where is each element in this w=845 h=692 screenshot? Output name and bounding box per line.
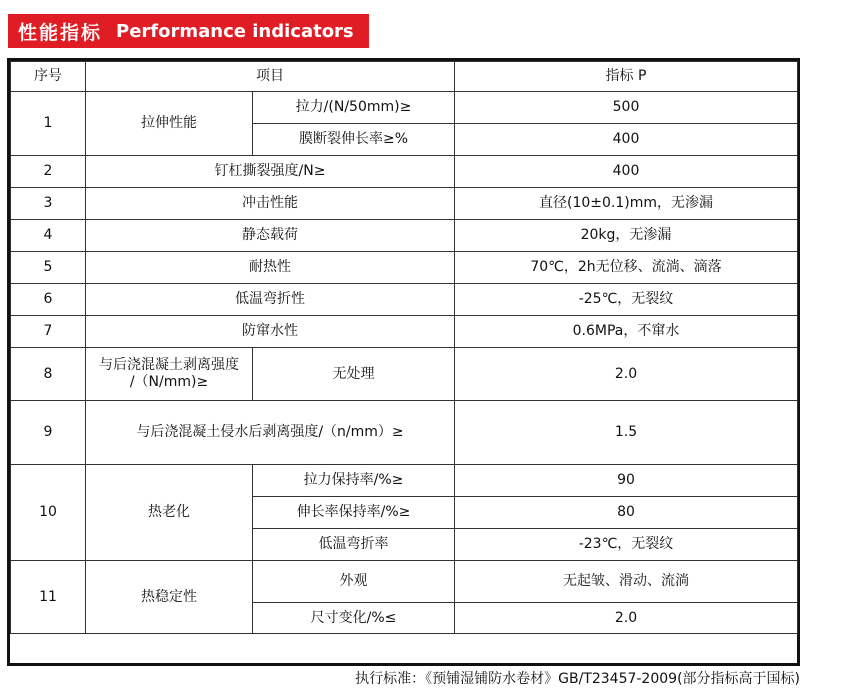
row-no: 6: [11, 284, 86, 316]
row-value: 70℃，2h无位移、流淌、滴落: [455, 252, 798, 284]
table-row: [11, 156, 798, 188]
table-header-row: [11, 62, 798, 92]
row-no: 7: [11, 316, 86, 348]
row-no: 3: [11, 188, 86, 220]
section-title-bar: [8, 14, 369, 48]
row-sub-item: 尺寸变化/%≤: [253, 603, 455, 634]
performance-table: [10, 61, 798, 634]
row-item: 静态载荷: [86, 220, 455, 252]
row-sub-item: 伸长率保持率/%≥: [253, 497, 455, 529]
row-value: 20kg，无渗漏: [455, 220, 798, 252]
row-item: 低温弯折性: [86, 284, 455, 316]
row-sub-item: 外观: [253, 561, 455, 603]
row-no: 8: [11, 348, 86, 401]
table-row: [11, 92, 798, 124]
row-value: 90: [455, 465, 798, 497]
col-header-indicator: 指标 P: [455, 62, 798, 92]
table-row: [11, 465, 798, 497]
row-value: 400: [455, 124, 798, 156]
row-no: 9: [11, 401, 86, 465]
row-item: 防窜水性: [86, 316, 455, 348]
row-no: 1: [11, 92, 86, 156]
row-group: 拉伸性能: [86, 92, 253, 156]
table-row: [11, 401, 798, 465]
row-value: 2.0: [455, 348, 798, 401]
row-group-line2: /（N/mm)≥: [129, 374, 209, 390]
col-header-no: 序号: [11, 62, 86, 92]
section-title-cn: 性能指标: [18, 21, 103, 44]
row-sub-item: 膜断裂伸长率≥%: [253, 124, 455, 156]
row-value: -25℃，无裂纹: [455, 284, 798, 316]
row-value: 400: [455, 156, 798, 188]
row-no: 4: [11, 220, 86, 252]
table-row: [11, 252, 798, 284]
row-no: 2: [11, 156, 86, 188]
row-no: 11: [11, 561, 86, 634]
row-item: 钉杠撕裂强度/N≥: [86, 156, 455, 188]
row-group-line1: 与后浇混凝土剥离强度: [99, 357, 239, 373]
table-row: [11, 561, 798, 603]
row-group: [86, 348, 253, 401]
row-value: 无起皱、滑动、流淌: [455, 561, 798, 603]
row-group: 热老化: [86, 465, 253, 561]
row-value: -23℃，无裂纹: [455, 529, 798, 561]
col-header-item: 项目: [86, 62, 455, 92]
row-item: 冲击性能: [86, 188, 455, 220]
row-sub-item: 拉力/(N/50mm)≥: [253, 92, 455, 124]
row-value: 2.0: [455, 603, 798, 634]
row-value: 80: [455, 497, 798, 529]
row-group: 热稳定性: [86, 561, 253, 634]
row-value: 1.5: [455, 401, 798, 465]
row-no: 10: [11, 465, 86, 561]
row-value: 0.6MPa，不窜水: [455, 316, 798, 348]
row-item: 与后浇混凝土侵水后剥离强度/（n/mm）≥: [86, 401, 455, 465]
table-row: [11, 188, 798, 220]
row-item: 耐热性: [86, 252, 455, 284]
row-sub-item: 低温弯折率: [253, 529, 455, 561]
row-sub-item: 拉力保持率/%≥: [253, 465, 455, 497]
row-no: 5: [11, 252, 86, 284]
table-row: [11, 284, 798, 316]
row-value: 500: [455, 92, 798, 124]
table-row: [11, 316, 798, 348]
footer-standard: 执行标准：《预铺湿铺防水卷材》GB/T23457-2009(部分指标高于国标): [355, 671, 800, 687]
table-row: [11, 348, 798, 401]
table-row: [11, 220, 798, 252]
section-title-en: Performance indicators: [116, 20, 354, 42]
row-sub-item: 无处理: [253, 348, 455, 401]
row-value: 直径(10±0.1)mm，无渗漏: [455, 188, 798, 220]
